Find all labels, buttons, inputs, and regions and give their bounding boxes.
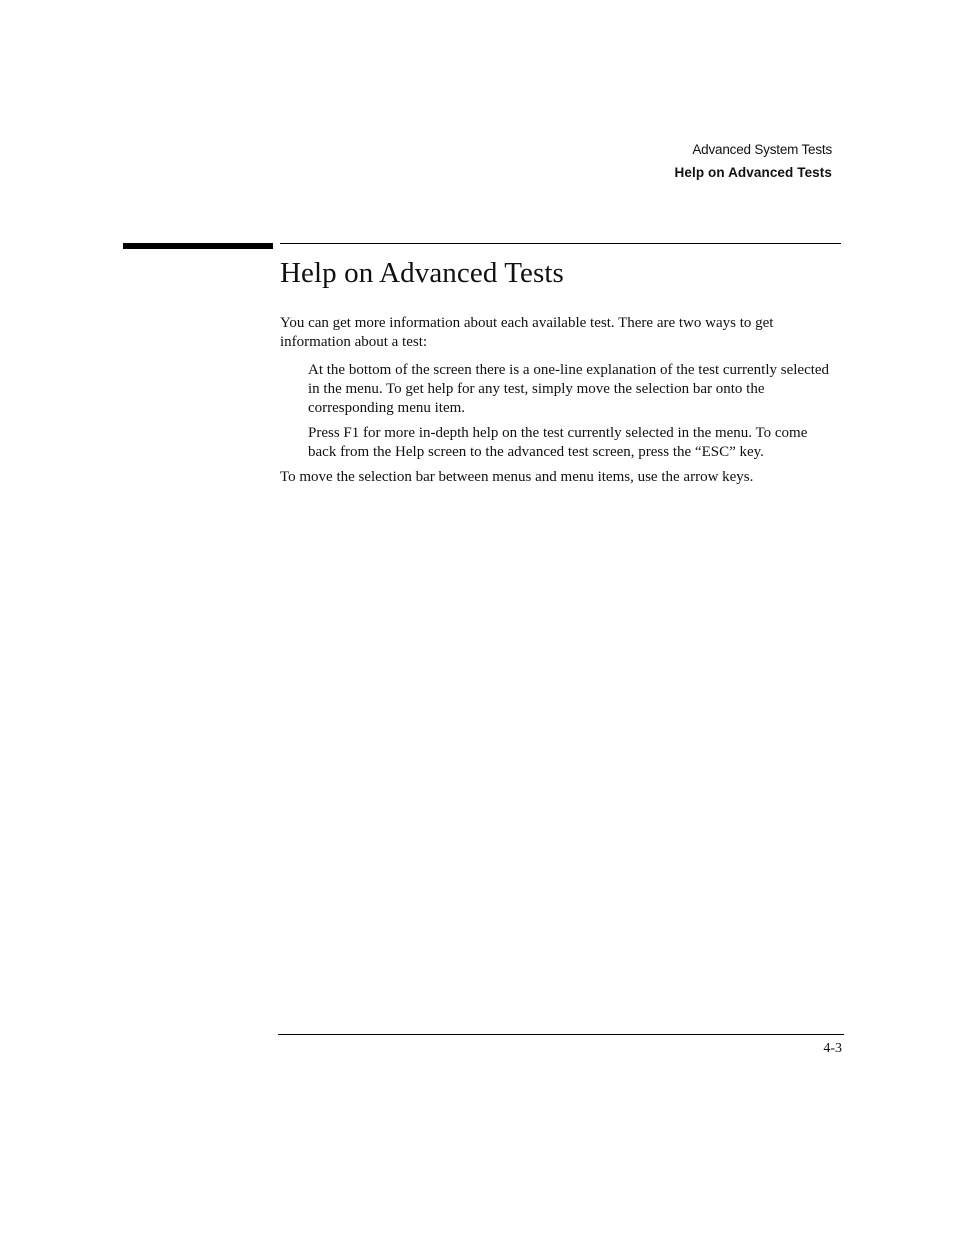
title-divider — [280, 243, 841, 244]
section-title: Help on Advanced Tests — [674, 165, 832, 180]
section-marker-bar — [123, 243, 273, 249]
running-header — [675, 138, 832, 184]
page-number: 4-3 — [823, 1041, 842, 1056]
help-method-item: Press F1 for more in-depth help on the test currently selected in the menu. To come back from the Help screen to the advanced test screen, press the “ESC” key. — [308, 425, 808, 460]
page-title: Help on Advanced Tests — [280, 257, 564, 289]
help-method-item: At the bottom of the screen there is a one-line explanation of the test currently selected in the menu. To get help for any test, simply move the selection bar onto the corresponding menu item. — [308, 362, 830, 416]
chapter-title: Advanced System Tests — [692, 142, 832, 157]
footer-divider — [278, 1034, 844, 1035]
body-content — [280, 314, 836, 487]
closing-paragraph: To move the selection bar between menus and menu items, use the arrow keys. — [280, 469, 754, 485]
intro-paragraph: You can get more information about each available test. There are two ways to get information about a test: — [280, 315, 774, 350]
